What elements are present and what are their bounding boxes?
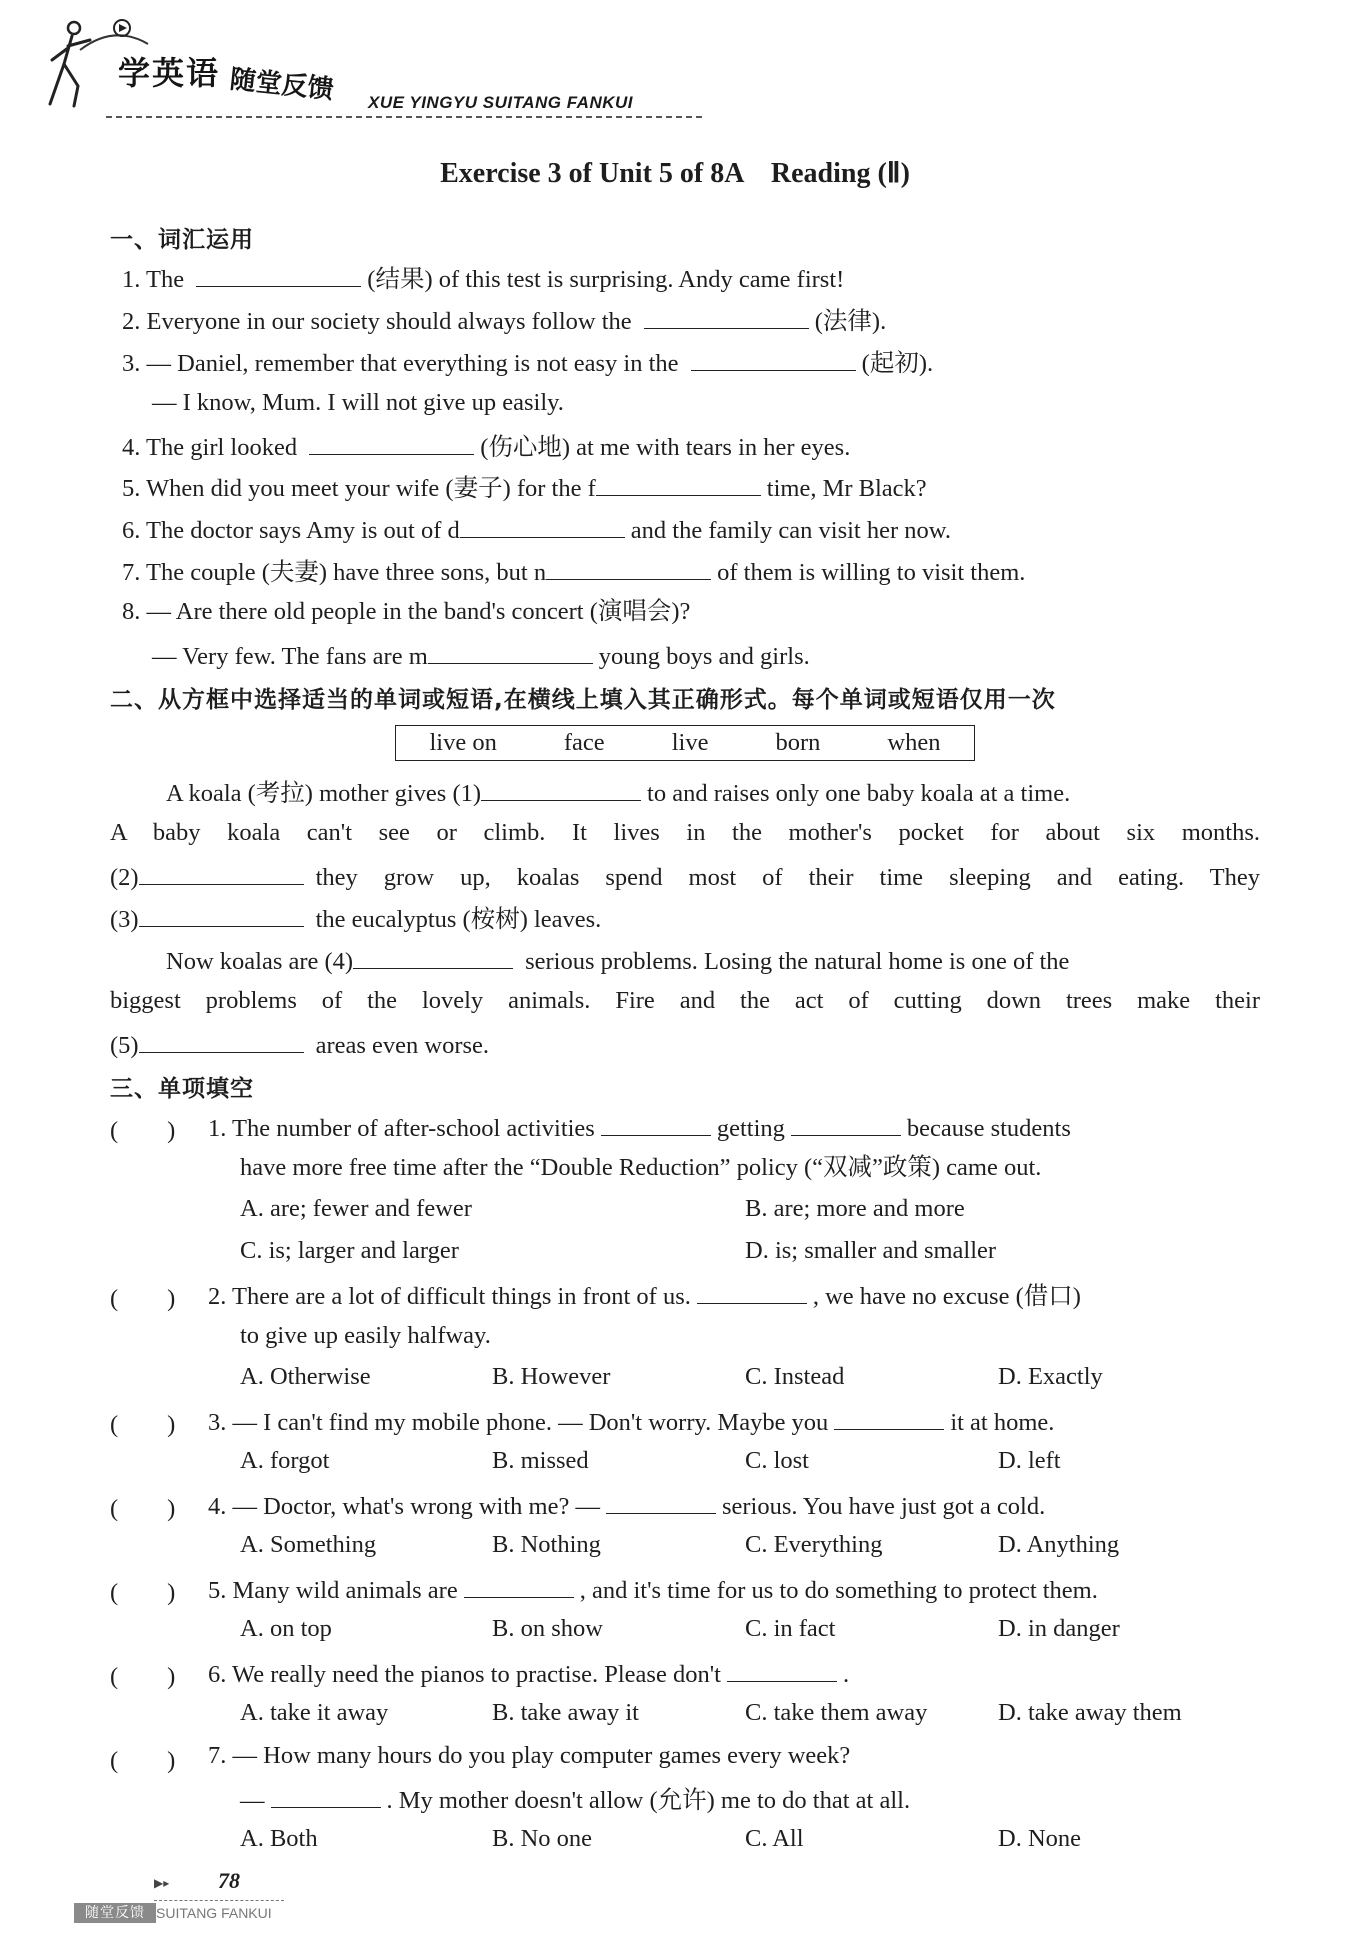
answer-blank[interactable]: [691, 346, 856, 371]
word-option: when: [887, 729, 941, 756]
answer-blank[interactable]: [606, 1489, 716, 1514]
q6-stem: 6. We really need the pianos to practise. Please don't .: [208, 1657, 849, 1690]
q2-option-b[interactable]: B. However: [492, 1363, 611, 1390]
page-title: Exercise 3 of Unit 5 of 8A Reading (Ⅱ): [440, 158, 910, 189]
answer-blank[interactable]: [271, 1783, 381, 1808]
s1-item-3-reply: — I know, Mum. I will not give up easily.: [152, 389, 564, 416]
q7-option-d[interactable]: D. None: [998, 1825, 1082, 1852]
word-option: live on: [429, 729, 497, 756]
footer-badge: 随堂反馈: [74, 1903, 156, 1923]
s1-item-8-reply: — Very few. The fans are m young boys and girls.: [152, 639, 810, 672]
footer-divider: [154, 1900, 284, 1901]
answer-paren[interactable]: ( ): [110, 1285, 176, 1312]
s2-line-7: (5) areas even worse.: [110, 1028, 489, 1061]
answer-paren[interactable]: ( ): [110, 1117, 176, 1144]
q1-option-a[interactable]: A. are; fewer and fewer: [240, 1195, 472, 1222]
answer-blank[interactable]: [139, 1028, 304, 1053]
answer-paren[interactable]: ( ): [110, 1747, 176, 1774]
q3-option-c[interactable]: C. lost: [745, 1447, 809, 1474]
word-option: born: [775, 729, 821, 756]
answer-blank[interactable]: [464, 1573, 574, 1598]
s1-item-2: 2. Everyone in our society should always follow the (法律).: [122, 304, 886, 337]
q3-stem: 3. — I can't find my mobile phone. — Don't worry. Maybe you it at home.: [208, 1405, 1054, 1438]
q1-option-c[interactable]: C. is; larger and larger: [240, 1237, 459, 1264]
q2-option-c[interactable]: C. Instead: [745, 1363, 845, 1390]
q3-option-a[interactable]: A. forgot: [240, 1447, 330, 1474]
q6-option-a[interactable]: A. take it away: [240, 1699, 389, 1726]
page-arrow-icon: ▶▸: [154, 1876, 170, 1890]
header-pinyin: XUE YINGYU SUITANG FANKUI: [368, 93, 634, 112]
answer-blank[interactable]: [196, 262, 361, 287]
q5-option-d[interactable]: D. in danger: [998, 1615, 1120, 1642]
s1-item-7: 7. The couple (夫妻) have three sons, but n of them is willing to visit them.: [122, 555, 1025, 588]
answer-blank[interactable]: [697, 1279, 807, 1304]
answer-blank[interactable]: [834, 1405, 944, 1430]
s2-line-6: biggest problems of the lovely animals. Fire and the act of cutting down trees make their: [110, 987, 1260, 1014]
s1-item-6: 6. The doctor says Amy is out of d and the family can visit her now.: [122, 513, 951, 546]
s2-line-5: Now koalas are (4) serious problems. Losing the natural home is one of the: [166, 944, 1069, 977]
q2-stem-2: to give up easily halfway.: [240, 1322, 491, 1349]
q7-option-b[interactable]: B. No one: [492, 1825, 593, 1852]
section2-heading: 二、从方框中选择适当的单词或短语,在横线上填入其正确形式。每个单词或短语仅用一次: [110, 687, 1056, 713]
answer-blank[interactable]: [596, 471, 761, 496]
q5-option-a[interactable]: A. on top: [240, 1615, 332, 1642]
q2-option-d[interactable]: D. Exactly: [998, 1363, 1103, 1390]
answer-paren[interactable]: ( ): [110, 1579, 176, 1606]
q5-option-c[interactable]: C. in fact: [745, 1615, 836, 1642]
q6-option-c[interactable]: C. take them away: [745, 1699, 928, 1726]
q1-stem: 1. The number of after-school activities getting because students: [208, 1111, 1071, 1144]
header-title: 学英语: [118, 54, 221, 92]
q1-option-d[interactable]: D. is; smaller and smaller: [745, 1237, 997, 1264]
q6-option-b[interactable]: B. take away it: [492, 1699, 639, 1726]
answer-blank[interactable]: [428, 639, 593, 664]
s2-line-3: (2) they grow up, koalas spend most of their time sleeping and eating. They: [110, 860, 1260, 893]
s1-item-1: 1. The (结果) of this test is surprising. Andy came first!: [122, 262, 844, 295]
answer-blank[interactable]: [727, 1657, 837, 1682]
s2-line-2: A baby koala can't see or climb. It lives in the mother's pocket for about six months.: [110, 819, 1260, 846]
footer-pinyin: SUITANG FANKUI: [156, 1905, 272, 1921]
s1-item-5: 5. When did you meet your wife (妻子) for the f time, Mr Black?: [122, 471, 927, 504]
word-box: [395, 725, 975, 761]
page-number: 78: [218, 1868, 240, 1893]
answer-blank[interactable]: [139, 902, 304, 927]
q4-option-c[interactable]: C. Everything: [745, 1531, 883, 1558]
header-subtitle: 随堂反馈: [228, 64, 336, 106]
word-option: face: [563, 729, 605, 756]
q2-stem: 2. There are a lot of difficult things in front of us. , we have no excuse (借口): [208, 1279, 1081, 1312]
header: [44, 14, 684, 124]
q1-option-b[interactable]: B. are; more and more: [745, 1195, 965, 1222]
section1-heading: 一、词汇运用: [110, 227, 254, 253]
s1-item-8: 8. — Are there old people in the band's concert (演唱会)?: [122, 598, 691, 625]
q3-option-d[interactable]: D. left: [998, 1447, 1061, 1474]
answer-blank[interactable]: [791, 1111, 901, 1136]
header-divider: [106, 116, 702, 118]
q7-option-a[interactable]: A. Both: [240, 1825, 318, 1852]
answer-paren[interactable]: ( ): [110, 1495, 176, 1522]
q5-option-b[interactable]: B. on show: [492, 1615, 603, 1642]
answer-paren[interactable]: ( ): [110, 1411, 176, 1438]
q7-stem: 7. — How many hours do you play computer games every week?: [208, 1742, 851, 1769]
answer-blank[interactable]: [139, 860, 304, 885]
q5-stem: 5. Many wild animals are , and it's time for us to do something to protect them.: [208, 1573, 1098, 1606]
answer-paren[interactable]: ( ): [110, 1663, 176, 1690]
q3-option-b[interactable]: B. missed: [492, 1447, 589, 1474]
answer-blank[interactable]: [353, 944, 513, 969]
q7-option-c[interactable]: C. All: [745, 1825, 804, 1852]
q4-option-b[interactable]: B. Nothing: [492, 1531, 601, 1558]
word-option: live: [671, 729, 709, 756]
s1-item-4: 4. The girl looked (伤心地) at me with tears in her eyes.: [122, 430, 850, 463]
q4-option-d[interactable]: D. Anything: [998, 1531, 1120, 1558]
s1-item-3: 3. — Daniel, remember that everything is not easy in the (起初).: [122, 346, 933, 379]
q2-option-a[interactable]: A. Otherwise: [240, 1363, 371, 1390]
q1-stem-2: have more free time after the “Double Reduction” policy (“双减”政策) came out.: [240, 1154, 1042, 1181]
s2-line-1: A koala (考拉) mother gives (1) to and raises only one baby koala at a time.: [166, 776, 1070, 809]
answer-blank[interactable]: [460, 513, 625, 538]
answer-blank[interactable]: [601, 1111, 711, 1136]
answer-blank[interactable]: [644, 304, 809, 329]
answer-blank[interactable]: [481, 776, 641, 801]
q4-stem: 4. — Doctor, what's wrong with me? — serious. You have just got a cold.: [208, 1489, 1045, 1522]
answer-blank[interactable]: [546, 555, 711, 580]
q4-option-a[interactable]: A. Something: [240, 1531, 377, 1558]
q6-option-d[interactable]: D. take away them: [998, 1699, 1182, 1726]
answer-blank[interactable]: [309, 430, 474, 455]
q7-stem-2: — . My mother doesn't allow (允许) me to do that at all.: [240, 1783, 910, 1816]
s2-line-4: (3) the eucalyptus (桉树) leaves.: [110, 902, 601, 935]
section3-heading: 三、单项填空: [110, 1076, 254, 1102]
